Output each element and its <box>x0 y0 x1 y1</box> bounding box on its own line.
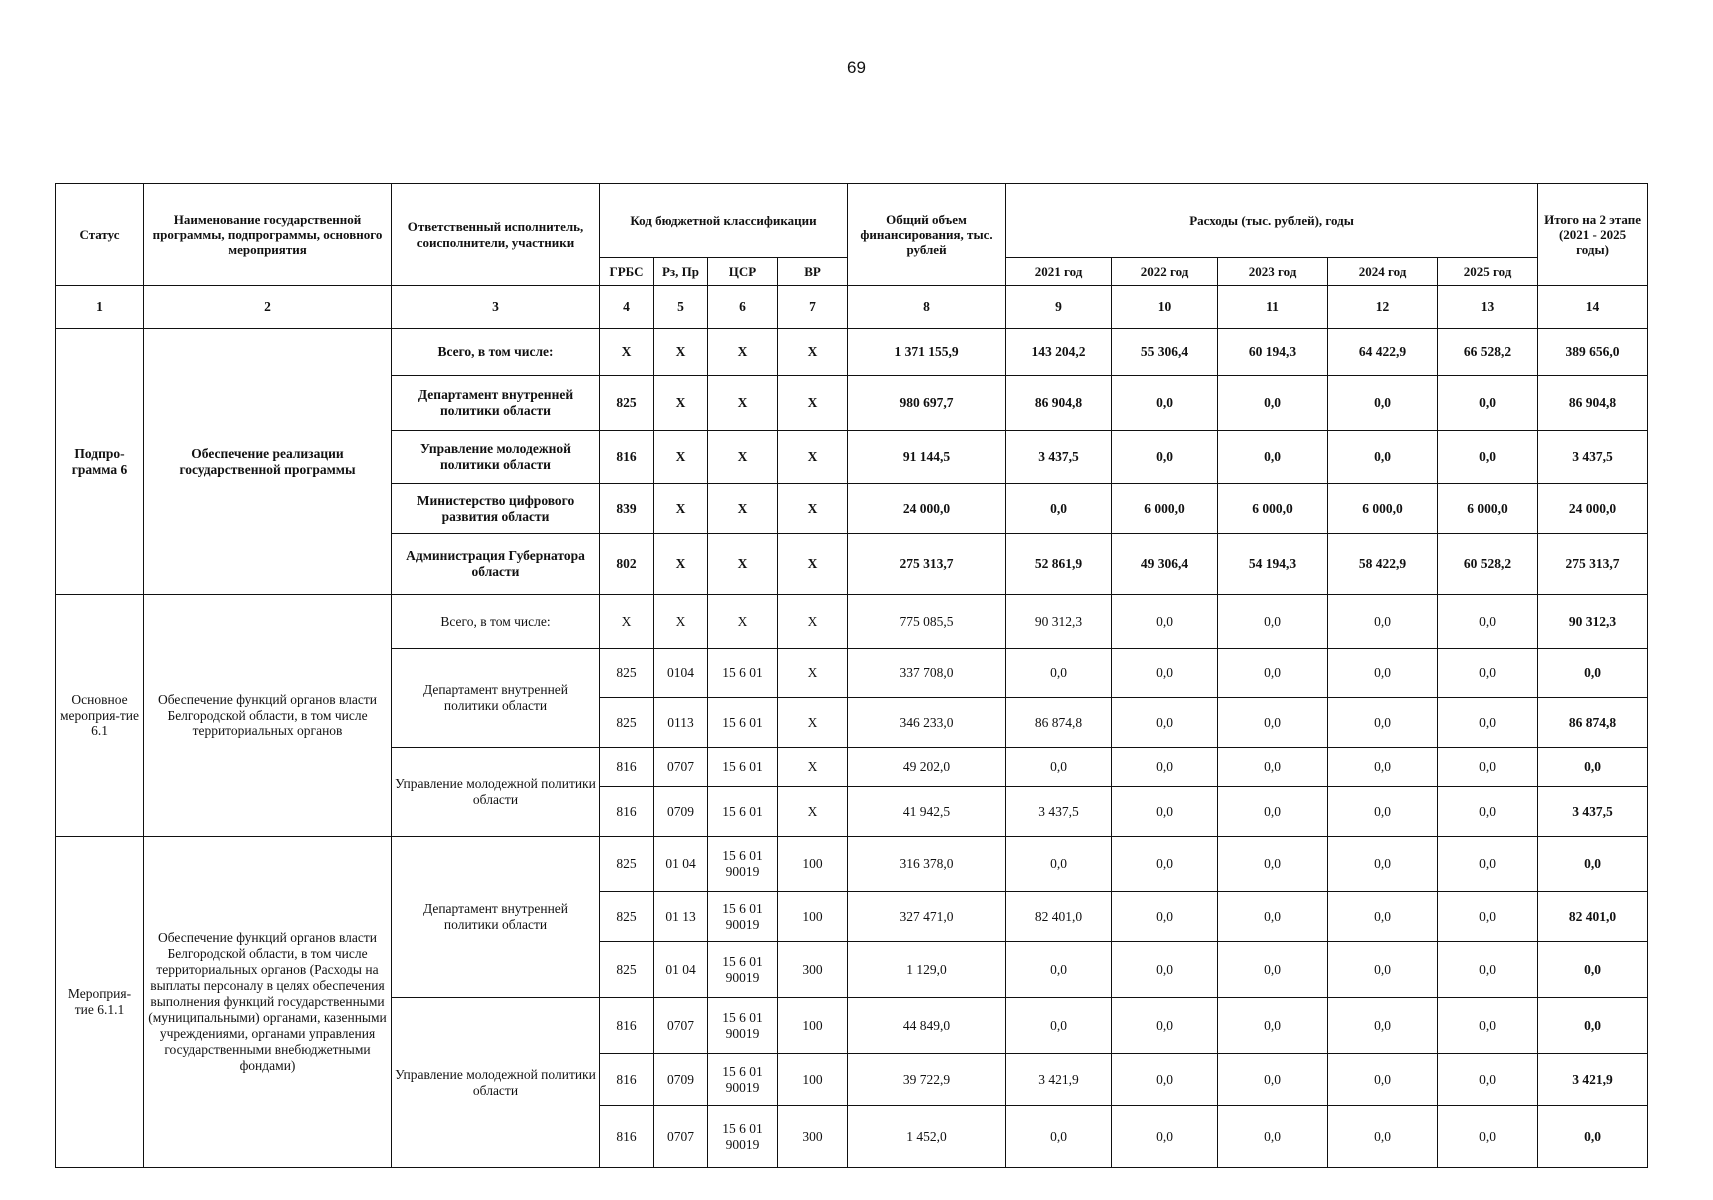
y2021-cell: 0,0 <box>1006 484 1112 534</box>
y2023-cell: 0,0 <box>1218 748 1328 787</box>
grbs-cell: 825 <box>600 698 654 748</box>
vr-cell: X <box>778 748 848 787</box>
executor-cell: Департамент внутренней политики области <box>392 837 600 998</box>
name-cell: Обеспечение реализации государственной программы <box>144 329 392 595</box>
stage-cell: 0,0 <box>1538 998 1648 1054</box>
status-cell: Основное мероприя-тие 6.1 <box>56 595 144 837</box>
y2023-cell: 54 194,3 <box>1218 534 1328 595</box>
col-number: 10 <box>1112 286 1218 329</box>
y2022-cell: 49 306,4 <box>1112 534 1218 595</box>
y2022-cell: 0,0 <box>1112 595 1218 649</box>
header-row <box>56 184 1648 258</box>
y2024-cell: 58 422,9 <box>1328 534 1438 595</box>
total-cell: 1 129,0 <box>848 942 1006 998</box>
y2024-cell: 0,0 <box>1328 892 1438 942</box>
total-cell: 39 722,9 <box>848 1054 1006 1106</box>
page-number: 69 <box>847 58 866 77</box>
y2021-cell: 86 874,8 <box>1006 698 1112 748</box>
stage-cell: 389 656,0 <box>1538 329 1648 376</box>
y2024-cell: 0,0 <box>1328 595 1438 649</box>
y2021-cell: 0,0 <box>1006 1106 1112 1168</box>
table-row <box>56 329 1648 376</box>
y2025-cell: 0,0 <box>1438 892 1538 942</box>
col-number: 3 <box>392 286 600 329</box>
y2023-cell: 0,0 <box>1218 1054 1328 1106</box>
y2022-cell: 0,0 <box>1112 998 1218 1054</box>
y2025-cell: 0,0 <box>1438 1106 1538 1168</box>
y2024-cell: 0,0 <box>1328 1054 1438 1106</box>
y2022-cell: 0,0 <box>1112 1106 1218 1168</box>
budget-table <box>55 183 1648 1168</box>
total-cell: 44 849,0 <box>848 998 1006 1054</box>
y2022-cell: 0,0 <box>1112 942 1218 998</box>
grbs-cell: 825 <box>600 376 654 431</box>
y2021-cell: 86 904,8 <box>1006 376 1112 431</box>
grbs-cell: 816 <box>600 431 654 484</box>
total-cell: 49 202,0 <box>848 748 1006 787</box>
total-cell: 980 697,7 <box>848 376 1006 431</box>
y2024-cell: 0,0 <box>1328 431 1438 484</box>
vr-cell: 300 <box>778 942 848 998</box>
y2024-cell: 0,0 <box>1328 649 1438 698</box>
y2023-cell: 0,0 <box>1218 595 1328 649</box>
csr-cell: 15 6 01 <box>708 787 778 837</box>
rzpr-cell: X <box>654 595 708 649</box>
y2022-cell: 0,0 <box>1112 649 1218 698</box>
grbs-cell: 816 <box>600 1054 654 1106</box>
name-cell: Обеспечение функций органов власти Белгородской области, в том числе территориальных органов <box>144 595 392 837</box>
header-2023: 2023 год <box>1218 258 1328 286</box>
stage-cell: 0,0 <box>1538 837 1648 892</box>
vr-cell: X <box>778 787 848 837</box>
header-expenses: Расходы (тыс. рублей), годы <box>1006 184 1538 258</box>
grbs-cell: 802 <box>600 534 654 595</box>
grbs-cell: 816 <box>600 998 654 1054</box>
col-number: 9 <box>1006 286 1112 329</box>
header-2021: 2021 год <box>1006 258 1112 286</box>
stage-cell: 0,0 <box>1538 1106 1648 1168</box>
col-number: 13 <box>1438 286 1538 329</box>
rzpr-cell: X <box>654 431 708 484</box>
csr-cell: X <box>708 595 778 649</box>
rzpr-cell: 0707 <box>654 748 708 787</box>
grbs-cell: X <box>600 329 654 376</box>
col-number: 11 <box>1218 286 1328 329</box>
csr-cell: 15 6 01 90019 <box>708 837 778 892</box>
grbs-cell: 816 <box>600 1106 654 1168</box>
y2021-cell: 52 861,9 <box>1006 534 1112 595</box>
y2021-cell: 0,0 <box>1006 837 1112 892</box>
executor-cell: Департамент внутренней политики области <box>392 649 600 748</box>
rzpr-cell: X <box>654 376 708 431</box>
rzpr-cell: X <box>654 484 708 534</box>
col-number: 1 <box>56 286 144 329</box>
header-2025: 2025 год <box>1438 258 1538 286</box>
status-cell: Мероприя-тие 6.1.1 <box>56 837 144 1168</box>
col-number: 8 <box>848 286 1006 329</box>
vr-cell: X <box>778 698 848 748</box>
total-cell: 41 942,5 <box>848 787 1006 837</box>
y2025-cell: 0,0 <box>1438 837 1538 892</box>
vr-cell: 100 <box>778 837 848 892</box>
total-cell: 327 471,0 <box>848 892 1006 942</box>
header-2024: 2024 год <box>1328 258 1438 286</box>
y2025-cell: 0,0 <box>1438 1054 1538 1106</box>
grbs-cell: 825 <box>600 837 654 892</box>
y2021-cell: 0,0 <box>1006 998 1112 1054</box>
rzpr-cell: 0707 <box>654 1106 708 1168</box>
header-rzpr: Рз, Пр <box>654 258 708 286</box>
executor-cell: Управление молодежной политики области <box>392 998 600 1168</box>
header-executor: Ответственный исполнитель, соисполнители, участники <box>392 184 600 286</box>
stage-cell: 3 437,5 <box>1538 787 1648 837</box>
y2025-cell: 6 000,0 <box>1438 484 1538 534</box>
y2024-cell: 0,0 <box>1328 698 1438 748</box>
csr-cell: X <box>708 376 778 431</box>
name-cell: Обеспечение функций органов власти Белгородской области, в том числе территориальных органов (Расходы на выплаты персоналу в целях обеспечения выполнения функций государственными (муниципальными) органами, казенными учреждениями, органами управления государственными внебюджетными фондами) <box>144 837 392 1168</box>
csr-cell: 15 6 01 90019 <box>708 1106 778 1168</box>
col-number: 5 <box>654 286 708 329</box>
y2024-cell: 0,0 <box>1328 837 1438 892</box>
col-number: 4 <box>600 286 654 329</box>
y2021-cell: 3 437,5 <box>1006 787 1112 837</box>
y2023-cell: 60 194,3 <box>1218 329 1328 376</box>
total-cell: 91 144,5 <box>848 431 1006 484</box>
stage-cell: 0,0 <box>1538 942 1648 998</box>
y2025-cell: 60 528,2 <box>1438 534 1538 595</box>
y2023-cell: 0,0 <box>1218 649 1328 698</box>
grbs-cell: 825 <box>600 942 654 998</box>
y2021-cell: 0,0 <box>1006 748 1112 787</box>
y2021-cell: 143 204,2 <box>1006 329 1112 376</box>
stage-cell: 275 313,7 <box>1538 534 1648 595</box>
col-number: 6 <box>708 286 778 329</box>
table-row <box>56 595 1648 649</box>
y2025-cell: 0,0 <box>1438 595 1538 649</box>
stage-cell: 90 312,3 <box>1538 595 1648 649</box>
csr-cell: 15 6 01 90019 <box>708 942 778 998</box>
y2024-cell: 0,0 <box>1328 942 1438 998</box>
executor-cell: Министерство цифрового развития области <box>392 484 600 534</box>
csr-cell: 15 6 01 90019 <box>708 998 778 1054</box>
y2023-cell: 0,0 <box>1218 431 1328 484</box>
stage-cell: 24 000,0 <box>1538 484 1648 534</box>
grbs-cell: 825 <box>600 649 654 698</box>
y2022-cell: 0,0 <box>1112 1054 1218 1106</box>
col-number: 14 <box>1538 286 1648 329</box>
y2022-cell: 6 000,0 <box>1112 484 1218 534</box>
y2022-cell: 0,0 <box>1112 698 1218 748</box>
vr-cell: 100 <box>778 998 848 1054</box>
y2023-cell: 0,0 <box>1218 787 1328 837</box>
header-stage-total: Итого на 2 этапе (2021 - 2025 годы) <box>1538 184 1648 286</box>
y2022-cell: 0,0 <box>1112 892 1218 942</box>
total-cell: 24 000,0 <box>848 484 1006 534</box>
vr-cell: 300 <box>778 1106 848 1168</box>
y2022-cell: 0,0 <box>1112 376 1218 431</box>
rzpr-cell: 01 13 <box>654 892 708 942</box>
y2023-cell: 0,0 <box>1218 998 1328 1054</box>
col-number: 2 <box>144 286 392 329</box>
y2025-cell: 0,0 <box>1438 787 1538 837</box>
y2024-cell: 0,0 <box>1328 748 1438 787</box>
stage-cell: 86 874,8 <box>1538 698 1648 748</box>
vr-cell: X <box>778 534 848 595</box>
header-name: Наименование государственной программы, подпрограммы, основного мероприятия <box>144 184 392 286</box>
y2024-cell: 6 000,0 <box>1328 484 1438 534</box>
status-cell: Подпро-грамма 6 <box>56 329 144 595</box>
header-status: Статус <box>56 184 144 286</box>
y2024-cell: 0,0 <box>1328 376 1438 431</box>
y2021-cell: 3 437,5 <box>1006 431 1112 484</box>
csr-cell: 15 6 01 90019 <box>708 892 778 942</box>
y2024-cell: 0,0 <box>1328 787 1438 837</box>
column-number-row <box>56 286 1648 329</box>
grbs-cell: 825 <box>600 892 654 942</box>
vr-cell: X <box>778 649 848 698</box>
header-grbs: ГРБС <box>600 258 654 286</box>
y2025-cell: 0,0 <box>1438 942 1538 998</box>
y2023-cell: 0,0 <box>1218 698 1328 748</box>
y2024-cell: 0,0 <box>1328 998 1438 1054</box>
col-number: 7 <box>778 286 848 329</box>
y2025-cell: 0,0 <box>1438 748 1538 787</box>
executor-cell: Департамент внутренней политики области <box>392 376 600 431</box>
rzpr-cell: 01 04 <box>654 942 708 998</box>
y2022-cell: 0,0 <box>1112 748 1218 787</box>
csr-cell: X <box>708 431 778 484</box>
y2023-cell: 0,0 <box>1218 892 1328 942</box>
y2025-cell: 0,0 <box>1438 376 1538 431</box>
y2022-cell: 0,0 <box>1112 431 1218 484</box>
y2024-cell: 0,0 <box>1328 1106 1438 1168</box>
header-vr: ВР <box>778 258 848 286</box>
csr-cell: X <box>708 484 778 534</box>
y2022-cell: 0,0 <box>1112 837 1218 892</box>
csr-cell: X <box>708 534 778 595</box>
table-row <box>56 837 1648 892</box>
y2022-cell: 0,0 <box>1112 787 1218 837</box>
y2023-cell: 0,0 <box>1218 837 1328 892</box>
y2021-cell: 0,0 <box>1006 942 1112 998</box>
header-total: Общий объем финансирования, тыс. рублей <box>848 184 1006 286</box>
header-2022: 2022 год <box>1112 258 1218 286</box>
rzpr-cell: 01 04 <box>654 837 708 892</box>
executor-cell: Всего, в том числе: <box>392 595 600 649</box>
grbs-cell: X <box>600 595 654 649</box>
stage-cell: 86 904,8 <box>1538 376 1648 431</box>
grbs-cell: 839 <box>600 484 654 534</box>
csr-cell: 15 6 01 90019 <box>708 1054 778 1106</box>
executor-cell: Администрация Губернатора области <box>392 534 600 595</box>
col-number: 12 <box>1328 286 1438 329</box>
csr-cell: X <box>708 329 778 376</box>
y2022-cell: 55 306,4 <box>1112 329 1218 376</box>
total-cell: 275 313,7 <box>848 534 1006 595</box>
y2025-cell: 0,0 <box>1438 431 1538 484</box>
y2025-cell: 66 528,2 <box>1438 329 1538 376</box>
total-cell: 316 378,0 <box>848 837 1006 892</box>
total-cell: 1 371 155,9 <box>848 329 1006 376</box>
y2023-cell: 0,0 <box>1218 376 1328 431</box>
total-cell: 775 085,5 <box>848 595 1006 649</box>
rzpr-cell: X <box>654 329 708 376</box>
y2023-cell: 6 000,0 <box>1218 484 1328 534</box>
stage-cell: 82 401,0 <box>1538 892 1648 942</box>
y2024-cell: 64 422,9 <box>1328 329 1438 376</box>
rzpr-cell: 0709 <box>654 787 708 837</box>
rzpr-cell: 0707 <box>654 998 708 1054</box>
stage-cell: 3 421,9 <box>1538 1054 1648 1106</box>
y2023-cell: 0,0 <box>1218 1106 1328 1168</box>
vr-cell: X <box>778 431 848 484</box>
y2021-cell: 90 312,3 <box>1006 595 1112 649</box>
total-cell: 1 452,0 <box>848 1106 1006 1168</box>
csr-cell: 15 6 01 <box>708 698 778 748</box>
y2023-cell: 0,0 <box>1218 942 1328 998</box>
total-cell: 337 708,0 <box>848 649 1006 698</box>
y2025-cell: 0,0 <box>1438 649 1538 698</box>
executor-cell: Управление молодежной политики области <box>392 431 600 484</box>
rzpr-cell: 0104 <box>654 649 708 698</box>
y2021-cell: 3 421,9 <box>1006 1054 1112 1106</box>
grbs-cell: 816 <box>600 787 654 837</box>
grbs-cell: 816 <box>600 748 654 787</box>
csr-cell: 15 6 01 <box>708 649 778 698</box>
vr-cell: X <box>778 484 848 534</box>
csr-cell: 15 6 01 <box>708 748 778 787</box>
y2025-cell: 0,0 <box>1438 698 1538 748</box>
stage-cell: 3 437,5 <box>1538 431 1648 484</box>
vr-cell: 100 <box>778 1054 848 1106</box>
rzpr-cell: 0709 <box>654 1054 708 1106</box>
vr-cell: 100 <box>778 892 848 942</box>
executor-cell: Управление молодежной политики области <box>392 748 600 837</box>
header-csr: ЦСР <box>708 258 778 286</box>
y2021-cell: 82 401,0 <box>1006 892 1112 942</box>
total-cell: 346 233,0 <box>848 698 1006 748</box>
rzpr-cell: 0113 <box>654 698 708 748</box>
executor-cell: Всего, в том числе: <box>392 329 600 376</box>
stage-cell: 0,0 <box>1538 748 1648 787</box>
y2021-cell: 0,0 <box>1006 649 1112 698</box>
stage-cell: 0,0 <box>1538 649 1648 698</box>
rzpr-cell: X <box>654 534 708 595</box>
vr-cell: X <box>778 595 848 649</box>
y2025-cell: 0,0 <box>1438 998 1538 1054</box>
header-budget-code: Код бюджетной классификации <box>600 184 848 258</box>
vr-cell: X <box>778 329 848 376</box>
vr-cell: X <box>778 376 848 431</box>
